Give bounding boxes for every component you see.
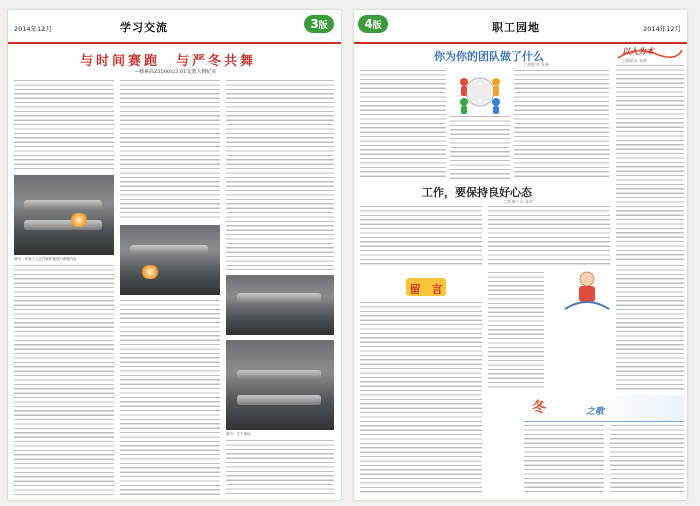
article-3-headline: 留 言 xyxy=(409,283,443,296)
left-page-header xyxy=(8,10,341,44)
article-text-col-2a xyxy=(120,80,220,220)
poem-title-main: 冬 xyxy=(532,400,546,416)
right-page xyxy=(354,10,687,500)
photo-caption-2: 图为：生产现场 xyxy=(226,432,251,436)
article-text-col-2b xyxy=(120,300,220,495)
article-3-text-col-1 xyxy=(360,302,482,495)
left-page xyxy=(8,10,341,500)
article-3-text-col-2 xyxy=(488,272,544,390)
article-1-text-col-3 xyxy=(514,70,609,180)
article-photo-4 xyxy=(226,340,334,430)
article-headline: 与时间赛跑 与严冬共舞 xyxy=(79,54,256,69)
edition-label: 版 xyxy=(318,21,328,31)
right-page-date: 2014年12月 xyxy=(643,25,681,33)
right-page-header xyxy=(354,10,687,44)
poem-text-col-2 xyxy=(610,425,684,495)
teamwork-illustration xyxy=(450,70,510,114)
article-text-col-1b xyxy=(14,265,114,495)
poem-text-col-1 xyxy=(524,425,604,495)
poem-title-sub: 之歌 xyxy=(586,407,605,417)
article-2-text-col-2 xyxy=(488,206,610,266)
side-column-byline: □钢院办 朱新 xyxy=(622,58,648,63)
article-photo-3 xyxy=(226,275,334,335)
left-page-date: 2014年12月 xyxy=(14,25,52,33)
edition-label: 版 xyxy=(372,21,382,31)
edition-number: 3 xyxy=(310,17,319,31)
article-photo-1 xyxy=(14,175,114,255)
side-banner-title: 以人为本 xyxy=(622,46,654,56)
poem-banner xyxy=(524,395,684,422)
article-text-col-3a xyxy=(226,80,334,270)
side-column-text xyxy=(616,65,684,260)
article-text-col-1a xyxy=(14,80,114,170)
article-2-text-col-1 xyxy=(360,206,482,266)
article-2-byline: □机械公司 张明 xyxy=(504,199,534,204)
article-subheadline: —精素高Z3500/23.6T支架大修纪实 xyxy=(134,69,217,75)
article-1-byline: □钢院办 朱新 xyxy=(524,62,550,67)
left-section-title: 学习交流 xyxy=(120,21,168,34)
side-column-text-2 xyxy=(616,265,684,390)
poem-illustration xyxy=(559,265,615,313)
photo-caption-1: 图为：车间工人正在紧张地进行维修作业 xyxy=(14,257,77,261)
article-1-text-col-1 xyxy=(360,70,446,180)
article-1-text-col-2 xyxy=(450,116,510,180)
edition-number: 4 xyxy=(364,17,373,31)
edition-badge-3 xyxy=(304,15,334,33)
article-photo-2 xyxy=(120,225,220,295)
article-2-headline: 工作，要保持良好心态 xyxy=(422,186,532,199)
message-heading-box xyxy=(406,278,446,296)
article-1-headline: 你为你的团队做了什么 xyxy=(434,50,544,63)
edition-badge-4 xyxy=(358,15,388,33)
right-section-title: 职工园地 xyxy=(492,21,540,34)
article-text-col-3b xyxy=(226,440,334,495)
